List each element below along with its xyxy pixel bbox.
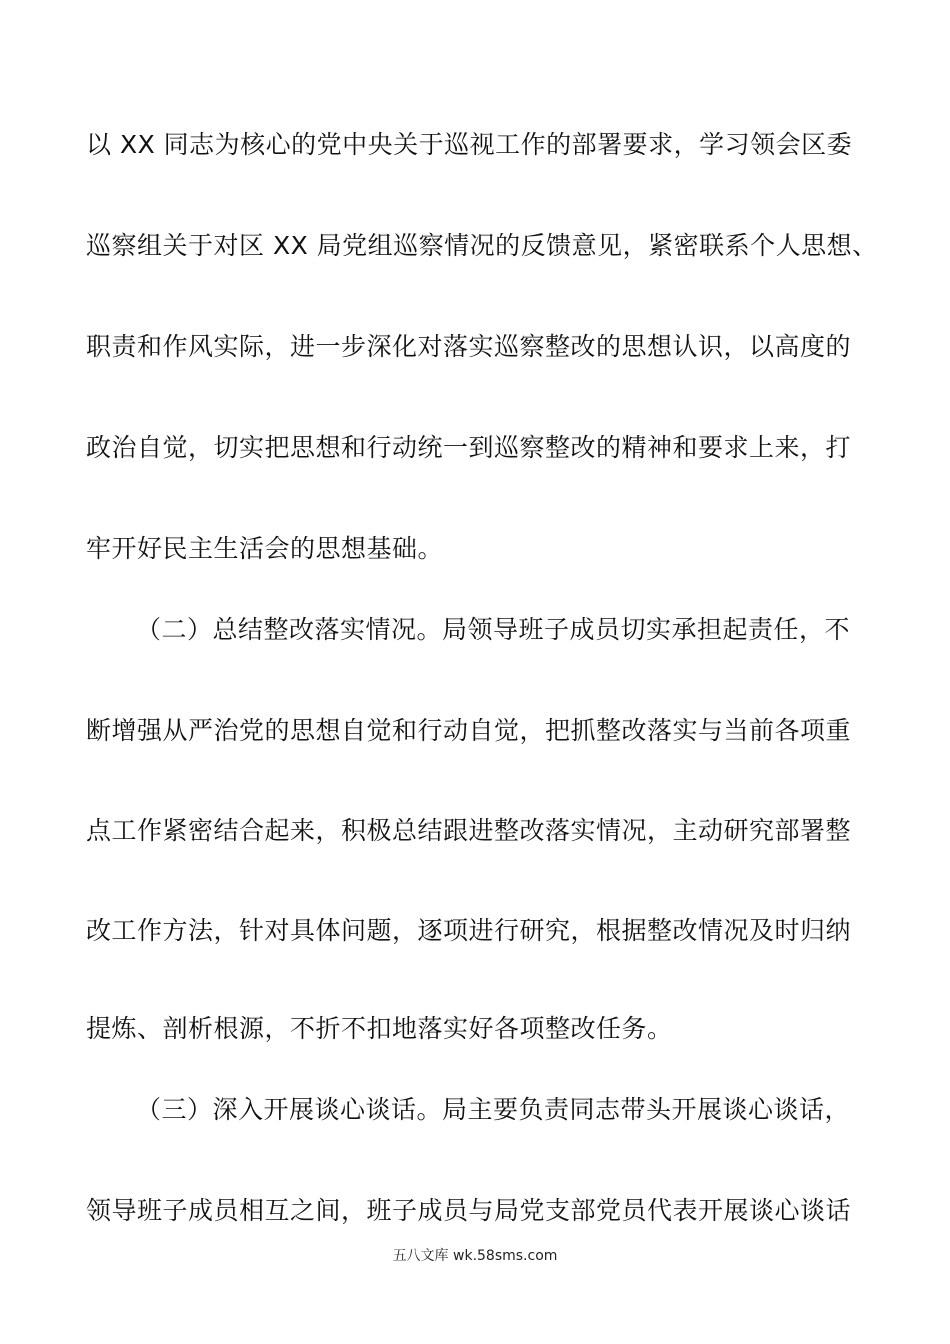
text-line-8: 点工作紧密结合起来，积极总结跟进整改落实情况，主动研究部署整 [86,816,852,845]
text-line-10: 提炼、剖析根源，不折不扣地落实好各项整改任务。 [86,1014,673,1043]
text-line-9: 改工作方法，针对具体问题，逐项进行研究，根据整改情况及时归纳 [86,916,852,945]
paragraph-3-first-line: （三）深入开展谈心谈话。局主要负责同志带头开展谈心谈话， [136,1095,851,1124]
text-line-3: 职责和作风实际，进一步深化对落实巡察整改的思想认识，以高度的 [86,332,852,361]
paragraph-2-first-line: （二）总结整改落实情况。局领导班子成员切实承担起责任，不 [136,615,851,644]
text-line-4: 政治自觉，切实把思想和行动统一到巡察整改的精神和要求上来，打 [86,433,852,462]
text-line-12: 领导班子成员相互之间，班子成员与局党支部党员代表开展谈心谈话 [86,1196,852,1225]
text-line-2: 巡察组关于对区 XX 局党组巡察情况的反馈意见，紧密联系个人思想、 [86,231,878,260]
text-line-1: 以 XX 同志为核心的党中央关于巡视工作的部署要求，学习领会区委 [86,130,853,159]
text-line-7: 断增强从严治党的思想自觉和行动自觉，把抓整改落实与当前各项重 [86,716,852,745]
text-line-5: 牢开好民主生活会的思想基础。 [86,534,444,563]
watermark-footer: 五八文库 wk.58sms.com [392,1248,558,1264]
